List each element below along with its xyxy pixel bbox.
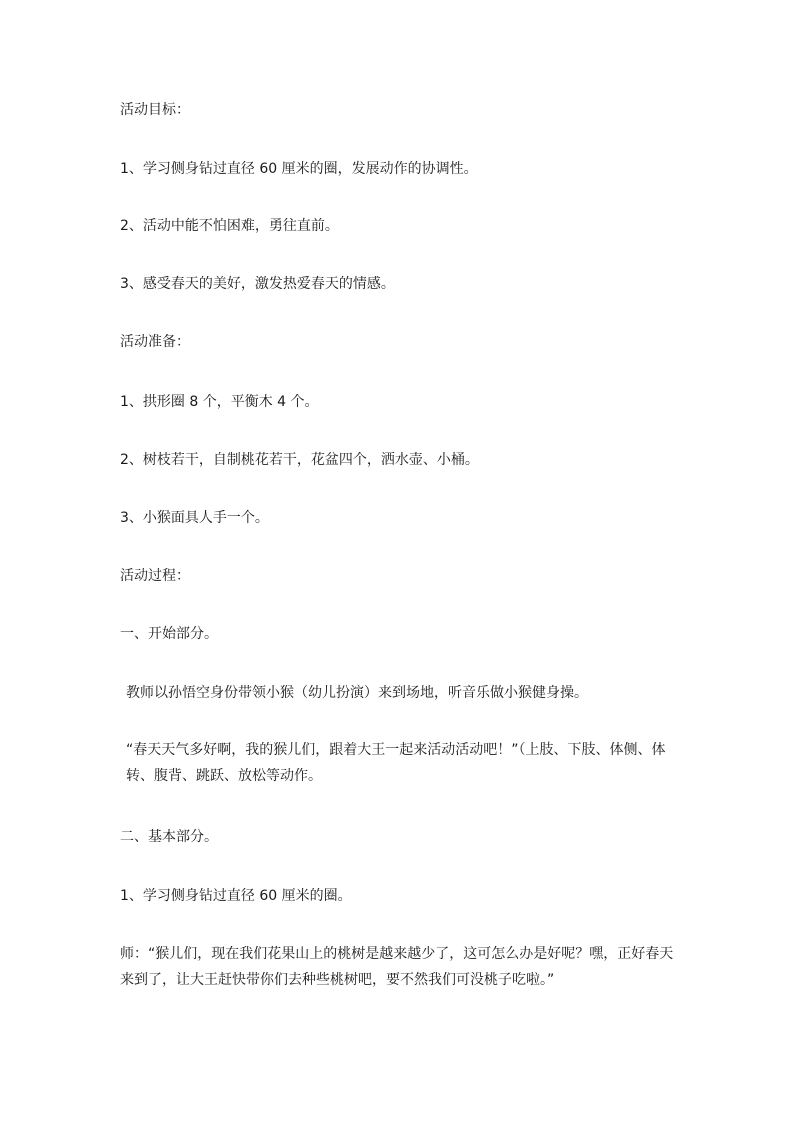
- goal-item-1: 1、学习侧身钻过直径 60 厘米的圈，发展动作的协调性。: [120, 161, 478, 177]
- basic-item-1: 1、学习侧身钻过直径 60 厘米的圈。: [120, 888, 352, 904]
- process-paragraph-teacher: 教师以孙悟空身份带领小猴（幼儿扮演）来到场地，听音乐做小猴健身操。: [126, 685, 588, 701]
- heading-activity-process: 活动过程：: [120, 568, 190, 584]
- teacher-dialogue: 师：“猴儿们，现在我们花果山上的桃树是越来越少了，这可怎么办是好呢？嘿，正好春天来到了，让大王赶快带你们去种些桃树吧，要不然我们可没桃子吃啦。”: [120, 946, 674, 988]
- section-basic: 二、基本部分。: [120, 829, 218, 845]
- prep-item-2: 2、树枝若干，自制桃花若干，花盆四个，洒水壶、小桶。: [120, 452, 479, 468]
- heading-activity-goals: 活动目标：: [120, 102, 190, 118]
- section-start: 一、开始部分。: [120, 626, 218, 642]
- process-paragraph-quote: “春天天气多好啊，我的猴儿们，跟着大王一起来活动活动吧！”（上肢、下肢、体侧、体转、腹背、跳跃、放松等动作。: [126, 742, 666, 784]
- goal-item-2: 2、活动中能不怕困难，勇往直前。: [120, 218, 339, 234]
- prep-item-1: 1、拱形圈 8 个，平衡木 4 个。: [120, 394, 319, 410]
- heading-activity-preparation: 活动准备：: [120, 334, 190, 350]
- goal-item-3: 3、感受春天的美好，激发热爱春天的情感。: [120, 276, 395, 292]
- prep-item-3: 3、小猴面具人手一个。: [120, 510, 269, 526]
